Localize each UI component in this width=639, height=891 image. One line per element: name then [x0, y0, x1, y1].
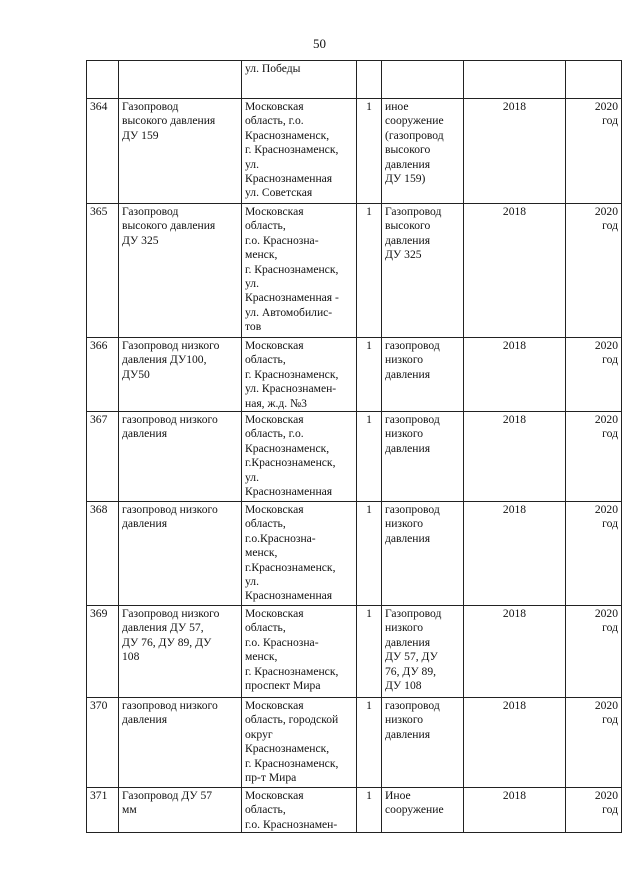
page-number: 50	[313, 36, 326, 51]
cell-address: Московская область, г.о. Краснознаменск, г. Краснознаменск, ул. Краснознаменная ул. Советская	[242, 99, 357, 204]
cell-kind: газопровод низкого давления	[382, 338, 464, 412]
cell-number	[87, 61, 119, 99]
cell-address: ул. Победы	[242, 61, 357, 99]
cell-quantity: 1	[357, 204, 382, 338]
cell-name: Газопровод высокого давления ДУ 325	[119, 204, 242, 338]
cell-kind: Газопровод высокого давления ДУ 325	[382, 204, 464, 338]
cell-address: Московская область, городской округ Краснознаменск, г. Краснознаменск, пр-т Мира	[242, 698, 357, 788]
cell-number: 368	[87, 502, 119, 606]
cell-name	[119, 61, 242, 99]
table-row	[87, 698, 622, 788]
cell-name: газопровод низкого давления	[119, 502, 242, 606]
cell-number: 370	[87, 698, 119, 788]
cell-year: 2018	[464, 698, 566, 788]
cell-address: Московская область, г.о. Краснознамен-	[242, 788, 357, 833]
cell-kind: газопровод низкого давления	[382, 502, 464, 606]
cell-deadline: 2020 год	[566, 412, 622, 502]
cell-kind: Иное сооружение	[382, 788, 464, 833]
cell-quantity: 1	[357, 99, 382, 204]
cell-year: 2018	[464, 502, 566, 606]
cell-kind	[382, 61, 464, 99]
cell-deadline: 2020 год	[566, 606, 622, 698]
cell-name: Газопровод ДУ 57 мм	[119, 788, 242, 833]
cell-number: 369	[87, 606, 119, 698]
cell-year: 2018	[464, 99, 566, 204]
cell-quantity: 1	[357, 698, 382, 788]
cell-year: 2018	[464, 204, 566, 338]
cell-deadline: 2020 год	[566, 338, 622, 412]
cell-year: 2018	[464, 412, 566, 502]
cell-quantity: 1	[357, 412, 382, 502]
cell-number: 367	[87, 412, 119, 502]
cell-kind: Газопровод низкого давления ДУ 57, ДУ 76, ДУ 89, ДУ 108	[382, 606, 464, 698]
cell-deadline: 2020 год	[566, 99, 622, 204]
cell-kind: газопровод низкого давления	[382, 412, 464, 502]
cell-address: Московская область, г.о.Краснозна- менск, г.Краснознаменск, ул. Краснознаменная	[242, 502, 357, 606]
table-row	[87, 502, 622, 606]
cell-address: Московская область, г.о. Краснозна- менск, г. Краснознаменск, ул. Краснознаменная - ул. Автомобилис- тов	[242, 204, 357, 338]
cell-name: Газопровод низкого давления ДУ100, ДУ50	[119, 338, 242, 412]
cell-deadline: 2020 год	[566, 788, 622, 833]
cell-number: 371	[87, 788, 119, 833]
cell-number: 364	[87, 99, 119, 204]
cell-deadline	[566, 61, 622, 99]
cell-kind: газопровод низкого давления	[382, 698, 464, 788]
cell-deadline: 2020 год	[566, 698, 622, 788]
cell-name: газопровод низкого давления	[119, 412, 242, 502]
cell-name: Газопровод низкого давления ДУ 57, ДУ 76, ДУ 89, ДУ 108	[119, 606, 242, 698]
cell-name: газопровод низкого давления	[119, 698, 242, 788]
cell-address: Московская область, г. Краснознаменск, ул. Краснознамен- ная, ж.д. №3	[242, 338, 357, 412]
cell-kind: иное сооружение (газопровод высокого давления ДУ 159)	[382, 99, 464, 204]
cell-number: 366	[87, 338, 119, 412]
table-row	[87, 99, 622, 204]
table-row	[87, 606, 622, 698]
cell-address: Московская область, г.о. Краснозна- менск, г. Краснознаменск, проспект Мира	[242, 606, 357, 698]
cell-address: Московская область, г.о. Краснознаменск, г.Краснознаменск, ул. Краснознаменная	[242, 412, 357, 502]
cell-year: 2018	[464, 788, 566, 833]
table-row	[87, 788, 622, 833]
cell-quantity: 1	[357, 606, 382, 698]
cell-number: 365	[87, 204, 119, 338]
cell-quantity: 1	[357, 338, 382, 412]
cell-deadline: 2020 год	[566, 502, 622, 606]
cell-year	[464, 61, 566, 99]
cell-name: Газопровод высокого давления ДУ 159	[119, 99, 242, 204]
cell-quantity	[357, 61, 382, 99]
table-row	[87, 412, 622, 502]
cell-year: 2018	[464, 338, 566, 412]
cell-deadline: 2020 год	[566, 204, 622, 338]
table-row	[87, 204, 622, 338]
cell-quantity: 1	[357, 502, 382, 606]
registry-table	[86, 60, 622, 833]
cell-quantity: 1	[357, 788, 382, 833]
cell-year: 2018	[464, 606, 566, 698]
table-row	[87, 338, 622, 412]
table-row-continuation	[87, 61, 622, 99]
